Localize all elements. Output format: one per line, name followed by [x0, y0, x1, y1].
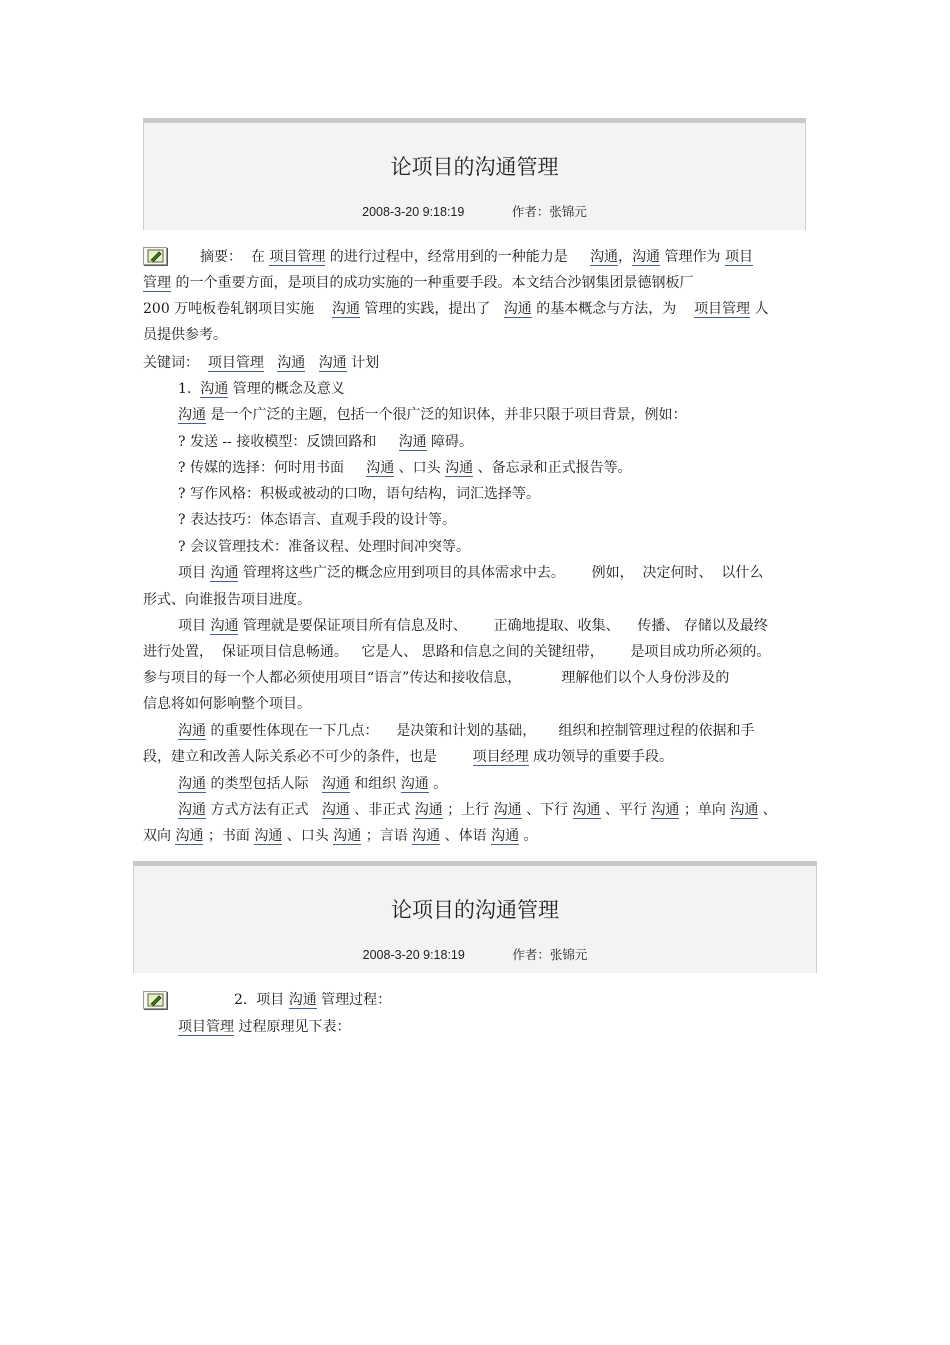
- keyword-link[interactable]: 项目: [724, 249, 753, 265]
- text-line: [143, 694, 807, 714]
- keyword-link[interactable]: 沟通: [400, 776, 429, 792]
- text-segment: 障碍。: [426, 434, 474, 450]
- text-segment: ；言语: [361, 828, 413, 844]
- text-segment: ? 表达技巧：体态语言、直观手段的设计等。: [178, 512, 456, 528]
- text-line: [178, 800, 842, 820]
- keyword-link[interactable]: 沟通: [210, 618, 239, 634]
- article-title: 论项目的沟通管理: [391, 898, 559, 922]
- text-segment: 项目: [178, 618, 211, 634]
- keyword-link[interactable]: 沟通: [632, 249, 661, 265]
- article-meta: [144, 202, 805, 220]
- article-author: 作者：张锦元: [511, 205, 587, 219]
- text-segment: 摘要： 在: [200, 249, 270, 265]
- text-segment: 关键词：: [143, 355, 208, 371]
- article-header-2: [133, 861, 817, 973]
- text-segment: 计划: [346, 355, 380, 371]
- text-line: [178, 774, 842, 794]
- text-segment: 管理就是要保证项目所有信息及时、 正确地提取、收集、 传播、 存储以及最终: [238, 618, 768, 634]
- text-segment: 管理过程：: [316, 992, 392, 1008]
- text-line: [143, 590, 807, 610]
- keyword-link[interactable]: 沟通: [175, 828, 204, 844]
- text-line: [200, 247, 806, 267]
- article-date: 2008-3-20 9:18:19: [362, 205, 465, 219]
- text-segment: 的类型包括人际: [206, 776, 322, 792]
- keyword-link[interactable]: 沟通: [412, 828, 441, 844]
- text-segment: 、非正式: [349, 802, 415, 818]
- text-line: [178, 510, 842, 530]
- text-segment: 进行处置， 保证项目信息畅通。 它是人、 思路和信息之间的关键纽带， 是项目成功所必须的。: [143, 644, 771, 660]
- text-line: [178, 405, 842, 425]
- text-segment: 过程原理见下表：: [234, 1019, 351, 1035]
- text-segment: [305, 355, 318, 371]
- text-segment: 成功领导的重要手段。: [528, 749, 674, 765]
- keyword-link[interactable]: 项目管理: [207, 355, 264, 371]
- text-line: [178, 458, 842, 478]
- text-line: [178, 537, 842, 557]
- keyword-link[interactable]: 沟通: [398, 434, 427, 450]
- keyword-link[interactable]: 管理: [143, 275, 171, 291]
- text-segment: ，: [618, 249, 633, 265]
- pencil-note-icon[interactable]: [143, 991, 167, 1009]
- text-segment: 、备忘录和正式报告等。: [473, 460, 632, 476]
- article-author: 作者：张锦元: [512, 948, 588, 962]
- keyword-link[interactable]: 沟通: [178, 723, 206, 739]
- text-line: [178, 563, 842, 583]
- text-segment: 管理作为: [660, 249, 725, 265]
- text-segment: ? 传媒的选择：何时用书面: [178, 460, 367, 476]
- text-segment: 人: [750, 301, 769, 317]
- keyword-link[interactable]: 沟通: [445, 460, 474, 476]
- text-segment: 、: [758, 802, 777, 818]
- text-line: [143, 353, 807, 373]
- keyword-link[interactable]: 沟通: [493, 802, 522, 818]
- text-segment: 管理的实践，提出了: [359, 301, 504, 317]
- text-line: [178, 379, 842, 399]
- text-segment: 和组织: [349, 776, 401, 792]
- text-segment: 是一个广泛的主题，包括一个很广泛的知识体，并非只限于项目背景，例如：: [206, 407, 687, 423]
- article-meta: [134, 945, 816, 963]
- text-segment: 、体语: [440, 828, 492, 844]
- keyword-link[interactable]: 沟通: [178, 802, 206, 818]
- keyword-link[interactable]: 项目管理: [269, 249, 326, 265]
- text-segment: 形式、向谁报告项目进度。: [143, 592, 311, 608]
- keyword-link[interactable]: 沟通: [491, 828, 520, 844]
- text-line: [143, 642, 807, 662]
- text-segment: ? 会议管理技术：准备议程、处理时间冲突等。: [178, 539, 470, 555]
- keyword-link[interactable]: 沟通: [178, 407, 206, 423]
- keyword-link[interactable]: 沟通: [318, 355, 347, 371]
- keyword-link[interactable]: 沟通: [366, 460, 395, 476]
- text-segment: 管理将这些广泛的概念应用到项目的具体需求中去。 例如， 决定何时、 以什么: [238, 565, 764, 581]
- text-segment: 。: [428, 776, 448, 792]
- text-line: [234, 990, 898, 1010]
- keyword-link[interactable]: 项目经理: [472, 749, 529, 765]
- text-line: [178, 484, 842, 504]
- pencil-note-icon[interactable]: [143, 247, 167, 265]
- article-header-1: [143, 118, 806, 230]
- text-segment: 方式方法有正式: [206, 802, 322, 818]
- article-date: 2008-3-20 9:18:19: [362, 948, 465, 962]
- text-segment: 、下行: [521, 802, 573, 818]
- keyword-link[interactable]: 沟通: [590, 249, 619, 265]
- keyword-link[interactable]: 沟通: [333, 828, 362, 844]
- text-line: [143, 299, 807, 319]
- text-segment: 段，建立和改善人际关系必不可少的条件，也是: [143, 749, 473, 765]
- text-segment: 信息将如何影响整个项目。: [143, 696, 311, 712]
- text-segment: [264, 355, 277, 371]
- text-segment: ；书面: [203, 828, 255, 844]
- keyword-link[interactable]: 沟通: [254, 828, 283, 844]
- text-segment: 、口头: [394, 460, 446, 476]
- keyword-link[interactable]: 沟通: [331, 301, 360, 317]
- text-segment: 双向: [143, 828, 176, 844]
- text-segment: 参与项目的每一个人都必须使用项目“语言”传达和接收信息， 理解他们以个人身份涉及的: [143, 670, 730, 686]
- keyword-link[interactable]: 沟通: [178, 776, 206, 792]
- text-segment: 的基本概念与方法，为: [531, 301, 695, 317]
- keyword-link[interactable]: 沟通: [572, 802, 601, 818]
- keyword-link[interactable]: 沟通: [503, 301, 532, 317]
- keyword-link[interactable]: 沟通: [200, 381, 229, 397]
- text-line: [178, 432, 842, 452]
- text-line: [143, 747, 807, 767]
- text-line: [143, 668, 807, 688]
- text-segment: ? 写作风格：积极或被动的口吻，语句结构，词汇选择等。: [178, 486, 540, 502]
- text-segment: 项目: [178, 565, 211, 581]
- text-segment: 员提供参考。: [143, 327, 227, 343]
- text-segment: 、口头: [282, 828, 334, 844]
- text-segment: ? 发送 -- 接收模型：反馈回路和: [178, 434, 399, 450]
- text-segment: 的重要性体现在一下几点： 是决策和计划的基础， 组织和控制管理过程的依据和手: [206, 723, 755, 739]
- keyword-link[interactable]: 沟通: [321, 802, 350, 818]
- text-line: [143, 826, 807, 846]
- article-title: 论项目的沟通管理: [390, 155, 559, 179]
- keyword-link[interactable]: 项目管理: [694, 301, 751, 317]
- text-segment: 200 万吨板卷轧钢项目实施: [143, 301, 332, 317]
- text-segment: 的进行过程中，经常用到的一种能力是: [325, 249, 591, 265]
- text-line: [143, 325, 807, 345]
- keyword-link[interactable]: 沟通: [321, 776, 350, 792]
- text-segment: 2. 项目: [234, 992, 289, 1008]
- text-segment: 的一个重要方面，是项目的成功实施的一种重要手段。本文结合沙钢集团景德钢板厂: [171, 275, 694, 291]
- text-line: [178, 721, 842, 741]
- text-segment: 1.: [178, 381, 201, 397]
- keyword-link[interactable]: 沟通: [210, 565, 239, 581]
- text-segment: 。: [519, 828, 538, 844]
- text-segment: 、平行: [600, 802, 652, 818]
- keyword-link[interactable]: 沟通: [288, 992, 317, 1008]
- keyword-link[interactable]: 沟通: [414, 802, 443, 818]
- text-line: [143, 273, 807, 293]
- keyword-link[interactable]: 沟通: [730, 802, 759, 818]
- keyword-link[interactable]: 沟通: [651, 802, 680, 818]
- keyword-link[interactable]: 项目管理: [178, 1019, 234, 1035]
- text-segment: ；单向: [679, 802, 731, 818]
- text-segment: ；上行: [442, 802, 494, 818]
- keyword-link[interactable]: 沟通: [277, 355, 306, 371]
- text-line: [178, 616, 842, 636]
- text-line: [178, 1017, 842, 1037]
- text-segment: 管理的概念及意义: [228, 381, 345, 397]
